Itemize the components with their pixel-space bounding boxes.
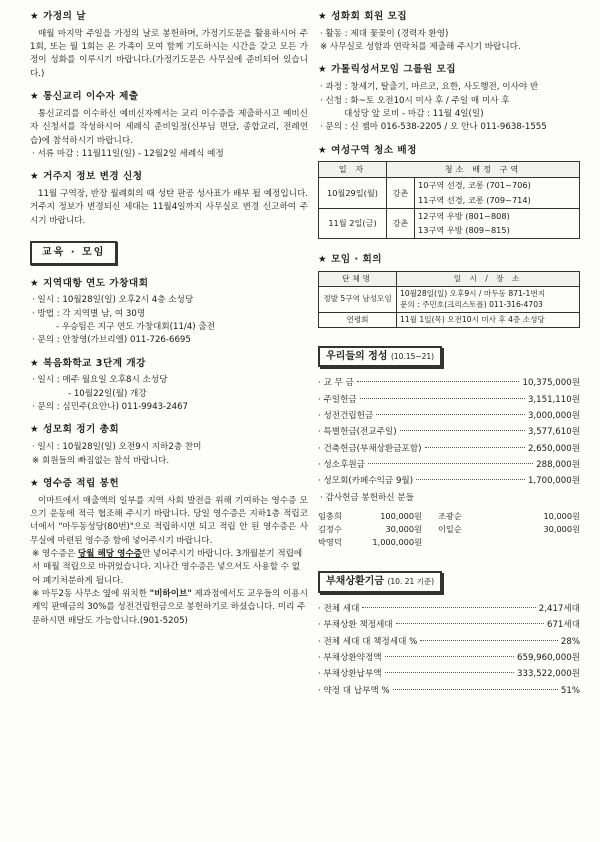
offering-header: 우리들의 정성 (10.15~21) [318,346,442,368]
section-body: 통신교리를 이수하신 예비신자께서는 교리 이수증을 제출하시고 예비신자 신청서를 작성하시어 세례식 준비일정(신부님 면담, 종합교리, 전례연습)에 참석하시기 바랍니다. [30,108,308,146]
section-title: 모임 · 회의 [331,253,383,265]
star-icon: ★ [318,64,328,76]
table-header [319,271,580,286]
date-cell: 11월 2일(금) [319,208,387,238]
offering-row: · 주일헌금 3,151,110원 [318,394,580,405]
mother-assembly-section [30,423,308,467]
section-title: 성화회 회원 모집 [331,11,408,22]
header-cell: 일 시 / 장 소 [397,271,580,286]
star-icon: ★ [318,144,328,156]
area-cell: 10구역 선경, 코롱 (701~706) [415,178,580,193]
group-cell: 정발 5구역 남성모임 [319,286,397,313]
info-line: · 방법 : 각 지역별 남, 여 30명 [32,308,146,319]
star-icon: ★ [318,253,328,265]
family-day-section [30,10,308,81]
star-icon: ★ [30,477,40,489]
section-title: 영수증 적립 봉헌 [43,477,120,489]
star-icon: ★ [30,424,40,436]
info-line: ※ 회원들의 빠짐없는 참석 바랍니다. [32,455,170,466]
info-line: · 신청 : 화~토 오전10시 미사 후 / 주일 매 미사 후 [320,95,510,106]
offering-row: · 건축헌금(부채상환금포함) 2,650,000원 [318,443,580,454]
star-icon: ★ [30,357,40,369]
meeting-table [318,271,580,328]
offering-row: · 성전건립헌금 3,000,000원 [318,411,580,422]
header-cell: 청소 배정 구역 [387,162,580,178]
info-line: · 일시 : 10월28일(일) 오전9시 지하2층 찬미 [32,442,202,453]
header-cell: 단체명 [319,271,397,286]
debt-row: · 약정 대 납부액 % 51% [318,685,580,696]
info-line: 대성당 앞 로비 - 마감 : 11월 4일(일) [344,108,484,119]
section-title: 복음화학교 3단계 개강 [43,357,146,369]
info-line: · 과정 : 창세기, 탈출기, 마르코, 요한, 사도행전, 이사야 반 [320,82,539,93]
star-icon: ★ [30,91,40,103]
date-cell: 10월29일(월) [319,178,387,208]
info-line: · 일시 : 10월28일(일) 오후2시 4층 소성당 [32,295,194,306]
table-row [319,208,580,223]
offering-row: · 특별헌금(전교주일) 3,577,610원 [318,427,580,438]
info-line: · 문의 : 심민주(요안나) 011-9943-2467 [32,402,189,413]
table-header [319,162,580,178]
note-line: ※ 마두2동 사무소 옆에 위치한 "비하이브" 제과점에서도 교우들의 이용시 케익 판매금의 30%를 성전건립헌금으로 봉헌하기로 하셨습니다. 미리 주문하시면 배달도 가능합니다.(901-5205) [32,588,308,626]
donors-title: · 감사헌금 봉헌하신 분들 [320,492,414,503]
star-icon: ★ [318,11,328,22]
debt-row: · 부채상환약정액 659,960,000원 [318,652,580,663]
schedule-line: · 서류 마감 : 11월11일(일) - 12월2일 세례식 예정 [32,148,224,159]
area-cell: 11구역 선경, 코롱 (709~714) [415,193,580,208]
debt-row: · 전체 세대 2,417세대 [318,603,580,614]
table-row [319,178,580,193]
education-header: 교육 · 모임 [30,241,117,265]
left-column [30,10,308,637]
section-body: 11월 구역장, 반장 월례회의 때 성탄 판공 성사표가 배부 될 예정입니다. 거주지 정보가 변경되신 세대는 11월4일까지 사무실로 변경 신고하여 주시기 바랍니다. [30,189,308,226]
meeting-section [318,253,580,328]
debt-row: · 부채상환 책정세대 671세대 [318,620,580,631]
debt-row: · 전체 세대 대 책정세대 % 28% [318,636,580,647]
section-body: 매월 마지막 주일을 가정의 날로 봉헌하며, 가정기도문을 활용하시어 주1회, 또는 월 1회는 온 가족이 모여 함께 기도하시는 시간을 갖고 모든 가정이 성화를 이루시기 바랍니다.(가정기도문은 사무실에 준비되어 있습니다.) [30,28,308,79]
donors-grid: 임충희 100,000원 조광순 10,000원 김정수 30,000원 이일순 30,000원 박영덕 1,000,000원 [318,511,580,548]
section-title: 통신교리 이수자 제출 [43,91,139,103]
info-line: · 문의 : 신 젬마 016-538-2205 / 오 안나 011-9638-1555 [320,122,547,133]
section-title: 성모회 정기 총회 [43,424,120,436]
choir-section [318,10,580,54]
table-row [319,286,580,313]
area-cell: 13구역 우방 (809~815) [415,223,580,238]
bible-group-section [318,63,580,134]
correspondence-section [30,90,308,161]
debt-row: · 부채상환납부액 333,522,000원 [318,669,580,680]
section-title: 여성구역 청소 배정 [331,144,417,156]
info-line: ※ 사무실로 성함과 연락처를 제출해 주시기 바랍니다. [320,42,521,53]
place-cell: 강촌 [387,178,415,208]
section-title: 지역대항 연도 가창대회 [43,277,149,289]
place-cell: 강촌 [387,208,415,238]
section-title: 거주지 정보 변경 신청 [43,171,143,183]
cleaning-section [318,144,580,239]
debt-section [318,567,580,698]
info-line: · 문의 : 안창영(가브리엘) 011-726-6695 [32,335,191,346]
info-line: · 활동 : 제대 꽃꽂이 (경력자 환영) [320,28,449,39]
detail-cell: 11월 1일(목) 오전10시 미사 후 4층 소성당 [397,313,580,328]
section-title: 가정의 날 [43,11,87,22]
group-cell: 연령회 [319,313,397,328]
gospel-school-section [30,357,308,415]
address-section [30,170,308,228]
right-column [318,10,580,708]
debt-header: 부채상환기금 (10. 21 기준) [318,571,442,593]
info-line: - 우승팀은 지구 연도 가창대회(11/4) 출전 [56,322,215,332]
star-icon: ★ [30,277,40,289]
detail-cell: 10월28일(일) 오후9시 / 마두동 871-1번지 문의 : 주민호(크리스토폴) 011-316-4703 [397,286,580,313]
note-line: ※ 영수증은 당월 해당 영수증만 넣어주시기 바랍니다. 3개월분기 적립에서 매월 적립으로 바뀌었습니다. 지나간 영수증은 넣으셔도 사용할 수 없어 폐기처분하게 됩니다. [32,549,303,586]
district-contest-section [30,277,308,348]
offering-row: · 교 무 금 10,375,000원 [318,378,580,389]
section-title: 가톨릭성서모임 그룹원 모집 [331,64,456,76]
section-body: 이마트에서 매출액의 일부를 지역 사회 발전을 위해 기여하는 영수증 모으기 운동에 적극 협조해 주시기 바랍니다. 당일 영수증은 지하1층 적립코너에서 "마두동성당(80번)"으로 적립하시면 되고 적립 안 된 영수증은 사무실에 마련된 영수증 함에 넣어주시기 바랍니다. [30,495,308,546]
table-row [319,313,580,328]
star-icon: ★ [30,11,40,22]
receipt-section [30,477,308,628]
area-cell: 12구역 우방 (801~808) [415,208,580,223]
offering-row: · 성소후원금 288,000원 [318,460,580,471]
star-icon: ★ [30,171,40,183]
header-cell: 일 자 [319,162,387,178]
offering-row: · 성모회(카페수익금 9월) 1,700,000원 [318,476,580,487]
info-line: · 일시 : 매주 월요일 오후8시 소성당 [32,375,168,386]
info-line: - 10월22일(월) 개강 [68,388,147,399]
offering-section [318,342,580,550]
cleaning-table [318,161,580,239]
